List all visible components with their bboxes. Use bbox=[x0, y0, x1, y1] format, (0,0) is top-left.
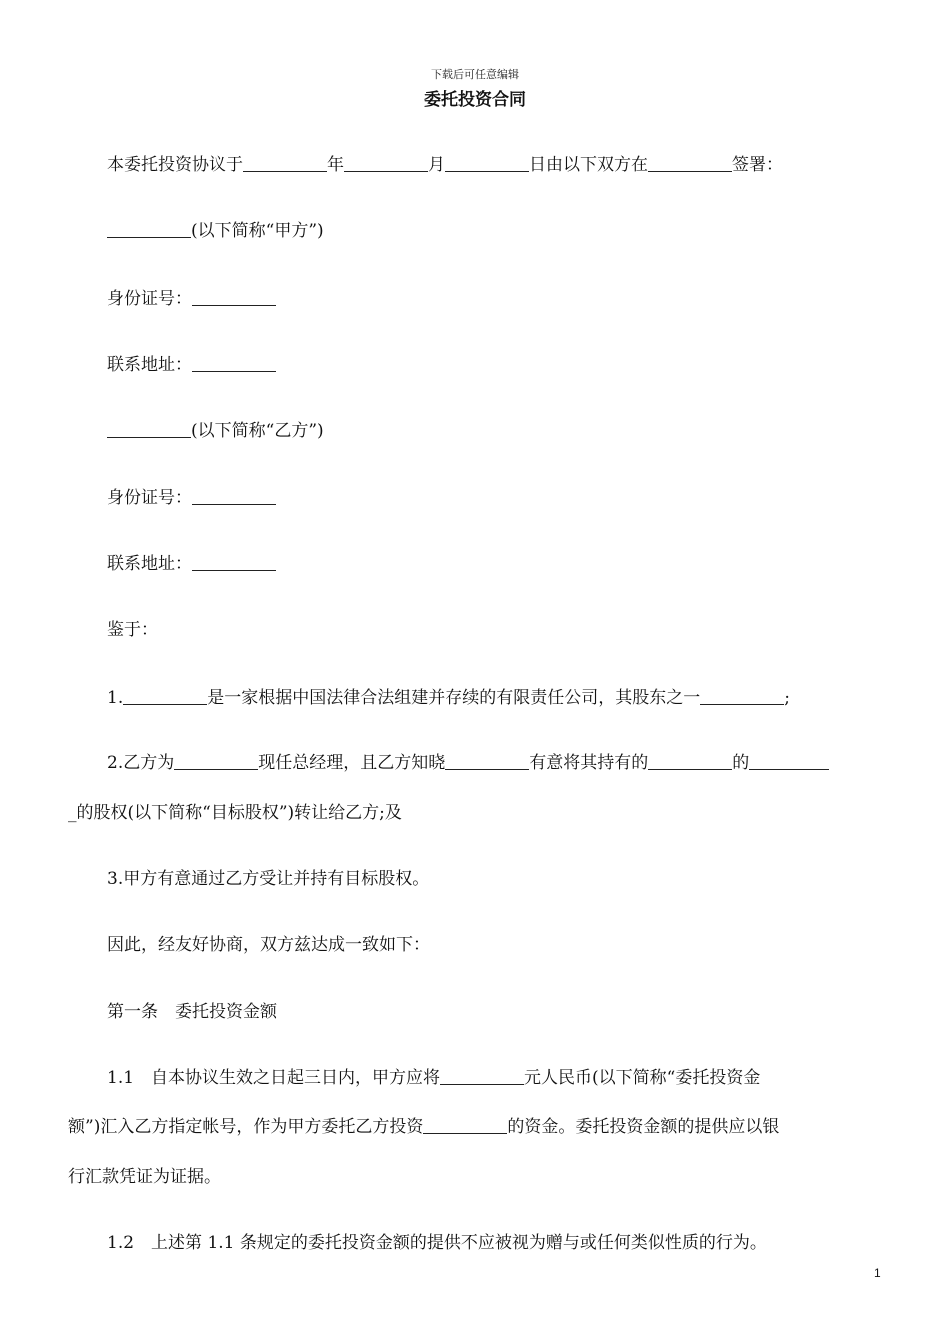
blank-id bbox=[192, 289, 276, 306]
item-text: 1. bbox=[107, 688, 124, 708]
id-label: 身份证号： bbox=[107, 488, 192, 508]
blank-id bbox=[192, 488, 276, 505]
blank bbox=[445, 753, 529, 770]
party-b-id-line bbox=[107, 483, 276, 508]
clause-1-1 bbox=[107, 1063, 760, 1088]
blank-year bbox=[243, 155, 327, 172]
party-a-label: (以下简称“甲方”) bbox=[191, 221, 324, 241]
blank-target bbox=[423, 1117, 507, 1134]
blank-company bbox=[123, 688, 207, 705]
blank-address bbox=[192, 554, 276, 571]
blank-party-b bbox=[107, 421, 191, 438]
page-header: 下载后可任意编辑 bbox=[431, 68, 519, 81]
party-b-address-line bbox=[107, 549, 276, 574]
party-a-address-line bbox=[107, 350, 276, 375]
item-1 bbox=[107, 683, 790, 708]
intro-text: 日由以下双方在 bbox=[529, 155, 648, 175]
party-b-line bbox=[107, 416, 324, 441]
address-label: 联系地址： bbox=[107, 554, 192, 574]
blank-amount bbox=[440, 1068, 524, 1085]
item-text: 是一家根据中国法律合法组建并存续的有限责任公司，其股东之一 bbox=[207, 688, 701, 708]
blank-place bbox=[648, 155, 732, 172]
item-text: 的 bbox=[732, 753, 750, 773]
intro-line bbox=[107, 150, 783, 175]
blank-month bbox=[344, 155, 428, 172]
intro-text: 本委托投资协议于 bbox=[107, 155, 243, 175]
id-label: 身份证号： bbox=[107, 289, 192, 309]
party-b-label: (以下简称“乙方”) bbox=[191, 421, 324, 441]
blank-day bbox=[445, 155, 529, 172]
document-title: 委托投资合同 bbox=[424, 90, 526, 110]
party-a-line bbox=[107, 216, 324, 241]
blank bbox=[749, 753, 829, 770]
clause-text: 的资金。委托投资金额的提供应以银 bbox=[507, 1117, 780, 1137]
clause-text: 1.1 自本协议生效之日起三日内，甲方应将 bbox=[107, 1068, 441, 1088]
blank bbox=[174, 753, 258, 770]
page-number: 1 bbox=[874, 1266, 881, 1280]
party-a-id-line bbox=[107, 284, 276, 309]
blank-shareholder bbox=[700, 688, 784, 705]
clause-text: 额”)汇入乙方指定帐号，作为甲方委托乙方投资 bbox=[68, 1117, 424, 1137]
item-text: 2.乙方为 bbox=[107, 753, 175, 773]
blank-party-a bbox=[107, 221, 191, 238]
blank bbox=[648, 753, 732, 770]
item-2-continued: _的股权(以下简称“目标股权”)转让给乙方;及 bbox=[68, 803, 402, 823]
blank-address bbox=[192, 355, 276, 372]
clause-1-1-continued bbox=[68, 1112, 779, 1137]
item-3: 3.甲方有意通过乙方受让并持有目标股权。 bbox=[107, 869, 430, 889]
item-text: 现任总经理，且乙方知晓 bbox=[258, 753, 446, 773]
address-label: 联系地址： bbox=[107, 355, 192, 375]
clause-text: 元人民币(以下简称“委托投资金 bbox=[524, 1068, 761, 1088]
item-text: ; bbox=[784, 688, 790, 708]
item-text: 有意将其持有的 bbox=[529, 753, 649, 773]
clause-1-2: 1.2 上述第 1.1 条规定的委托投资金额的提供不应被视为赠与或任何类似性质的行为。 bbox=[107, 1233, 767, 1253]
clause-1-1-end: 行汇款凭证为证据。 bbox=[68, 1167, 221, 1187]
item-2 bbox=[107, 748, 829, 773]
intro-text: 月 bbox=[428, 155, 445, 175]
article-1-heading: 第一条 委托投资金额 bbox=[107, 1002, 277, 1022]
whereas-heading: 鉴于： bbox=[107, 620, 158, 640]
therefore-line: 因此，经友好协商，双方兹达成一致如下： bbox=[107, 935, 430, 955]
intro-text: 年 bbox=[327, 155, 344, 175]
intro-text: 签署： bbox=[732, 155, 783, 175]
